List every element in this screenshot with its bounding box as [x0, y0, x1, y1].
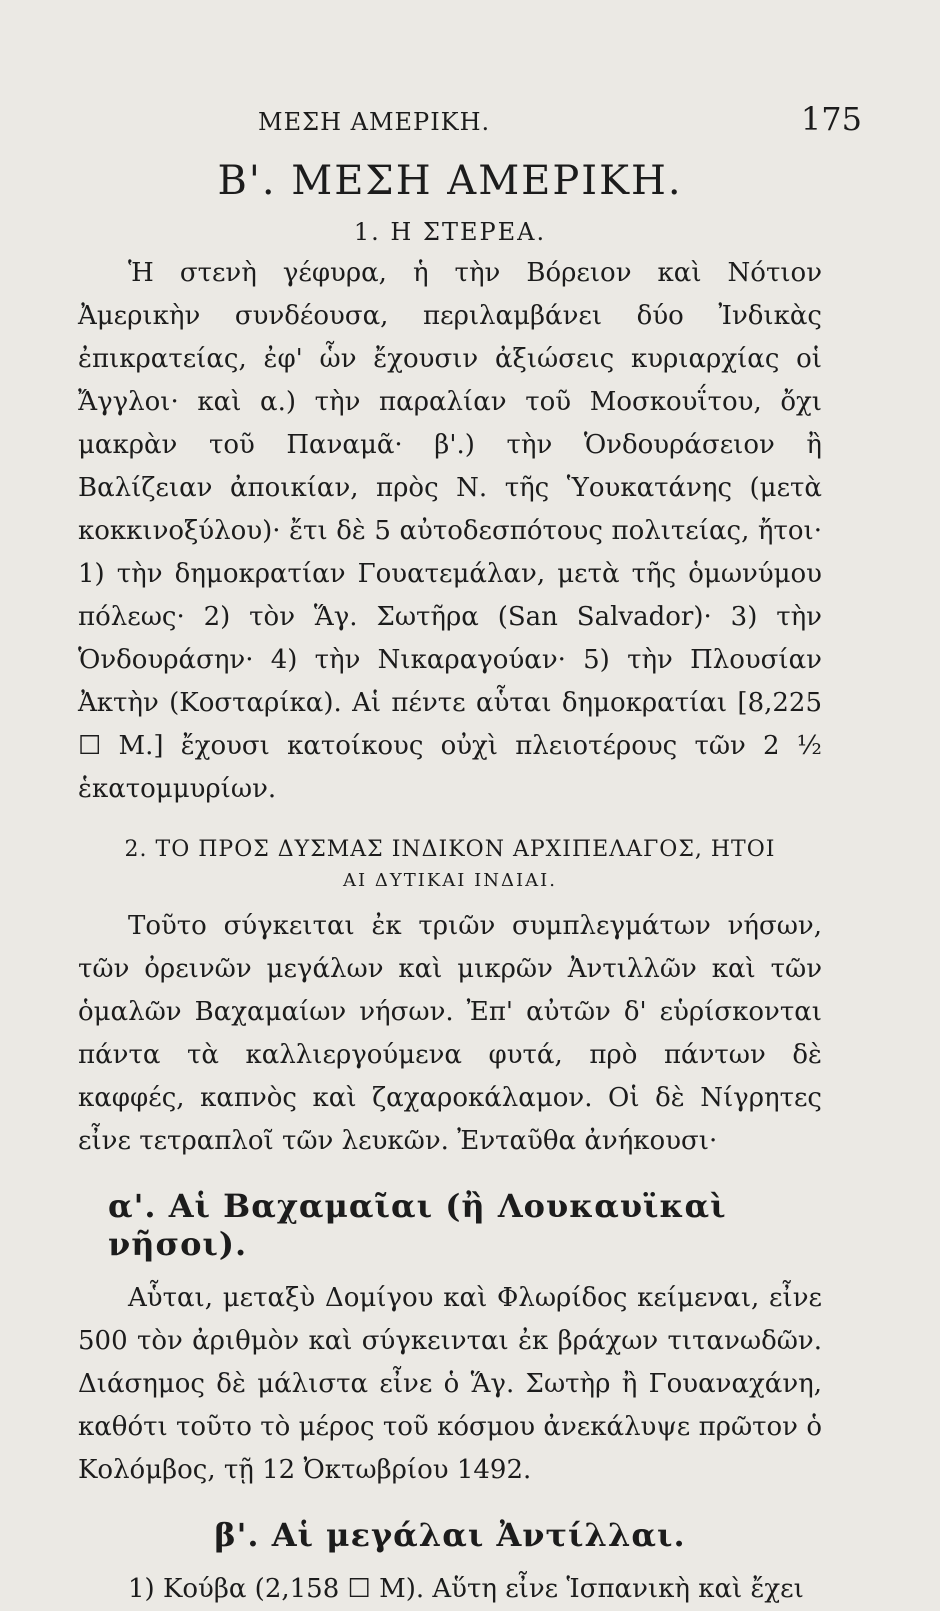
- chapter-title: Β'. ΜΕΣΗ ΑΜΕΡΙΚΗ.: [217, 158, 683, 204]
- page-number: 175: [800, 100, 862, 138]
- running-title: ΜΕΣΗ ΑΜΕΡΙΚΗ.: [258, 108, 491, 136]
- subsection-title: β'. Αἱ μεγάλαι Ἀντίλλαι.: [214, 1516, 686, 1554]
- section-paragraph: Τοῦτο σύγκειται ἐκ τριῶν συμπλεγμάτων νήσων, τῶν ὀρεινῶν μεγάλων καὶ μικρῶν Ἀντιλλῶν καὶ τῶν ὁμαλῶν Βαχαμαίων νήσων. Ἐπ' αὐτῶν δ' εὑρίσκονται πάντα τὰ καλλιεργούμενα φυτά, πρὸ πάντων δὲ καφφές, καπνὸς καὶ ζαχαροκάλαμον. Οἱ δὲ Νίγρητες εἶνε τετραπλοῖ τῶν λευκῶν. Ἐνταῦθα ἀνήκουσι·: [78, 911, 822, 1156]
- section-title: 2. ΤΟ ΠΡΟΣ ΔΥΣΜΑΣ ΙΝΔΙΚΟΝ ΑΡΧΙΠΕΛΑΓΟΣ, ΗΤΟΙ: [124, 837, 776, 862]
- subsection-title: α'. Αἱ Βαχαμαῖαι (ἢ Λουκαυϊκαὶ νῆσοι).: [108, 1187, 727, 1263]
- running-head: [118, 100, 862, 138]
- section-title: 1. Η ΣΤΕΡΕΑ.: [353, 218, 547, 246]
- subsection-paragraph: Αὗται, μεταξὺ Δομίγου καὶ Φλωρίδος κείμεναι, εἶνε 500 τὸν ἀριθμὸν καὶ σύγκεινται ἐκ βράχων τιτανωδῶν. Διάσημος δὲ μάλιστα εἶνε ὁ Ἅγ. Σωτὴρ ἢ Γουαναχάνη, καθότι τοῦτο τὸ μέρος τοῦ κόσμου ἀνεκάλυψε πρῶτον ὁ Κολόμβος, τῇ 12 Ὀκτωβρίου 1492.: [78, 1283, 822, 1485]
- section-paragraph: Ἡ στενὴ γέφυρα, ἡ τὴν Βόρειον καὶ Νότιον Ἀμερικὴν συνδέουσα, περιλαμβάνει δύο Ἰνδικὰς ἐπικρατείας, ἐφ' ὧν ἔχουσιν ἀξιώσεις κυριαρχίας οἱ Ἄγγλοι· καὶ α.) τὴν παραλίαν τοῦ Μοσκουΐτου, ὄχι μακρὰν τοῦ Παναμᾶ· β'.) τὴν Ὁνδουράσειον ἢ Βαλίζειαν ἀποικίαν, πρὸς Ν. τῆς Ὑουκατάνης (μετὰ κοκκινοξύλου)· ἔτι δὲ 5 αὐτοδεσπότους πολιτείας, ἤτοι· 1) τὴν δημοκρατίαν Γουατεμάλαν, μετὰ τῆς ὁμωνύμου πόλεως· 2) τὸν Ἅγ. Σωτῆρα (San Salvador)· 3) τὴν Ὁνδουράσην· 4) τὴν Νικαραγούαν· 5) τὴν Πλουσίαν Ἀκτὴν (Κοσταρίκα). Αἱ πέντε αὗται δημοκρατίαι [8,225 ☐ Μ.] ἔχουσι κατοίκους οὐχὶ πλειοτέρους τῶν 2 ½ ἑκατομμυρίων.: [78, 258, 822, 804]
- section-subtitle: ΑΙ ΔΥΤΙΚΑΙ ΙΝΔΙΑΙ.: [343, 870, 557, 891]
- subsection-paragraph: 1) Κούβα (2,158 ☐ Μ). Αὕτη εἶνε Ἱσπανικὴ καὶ ἔχει: [128, 1574, 804, 1604]
